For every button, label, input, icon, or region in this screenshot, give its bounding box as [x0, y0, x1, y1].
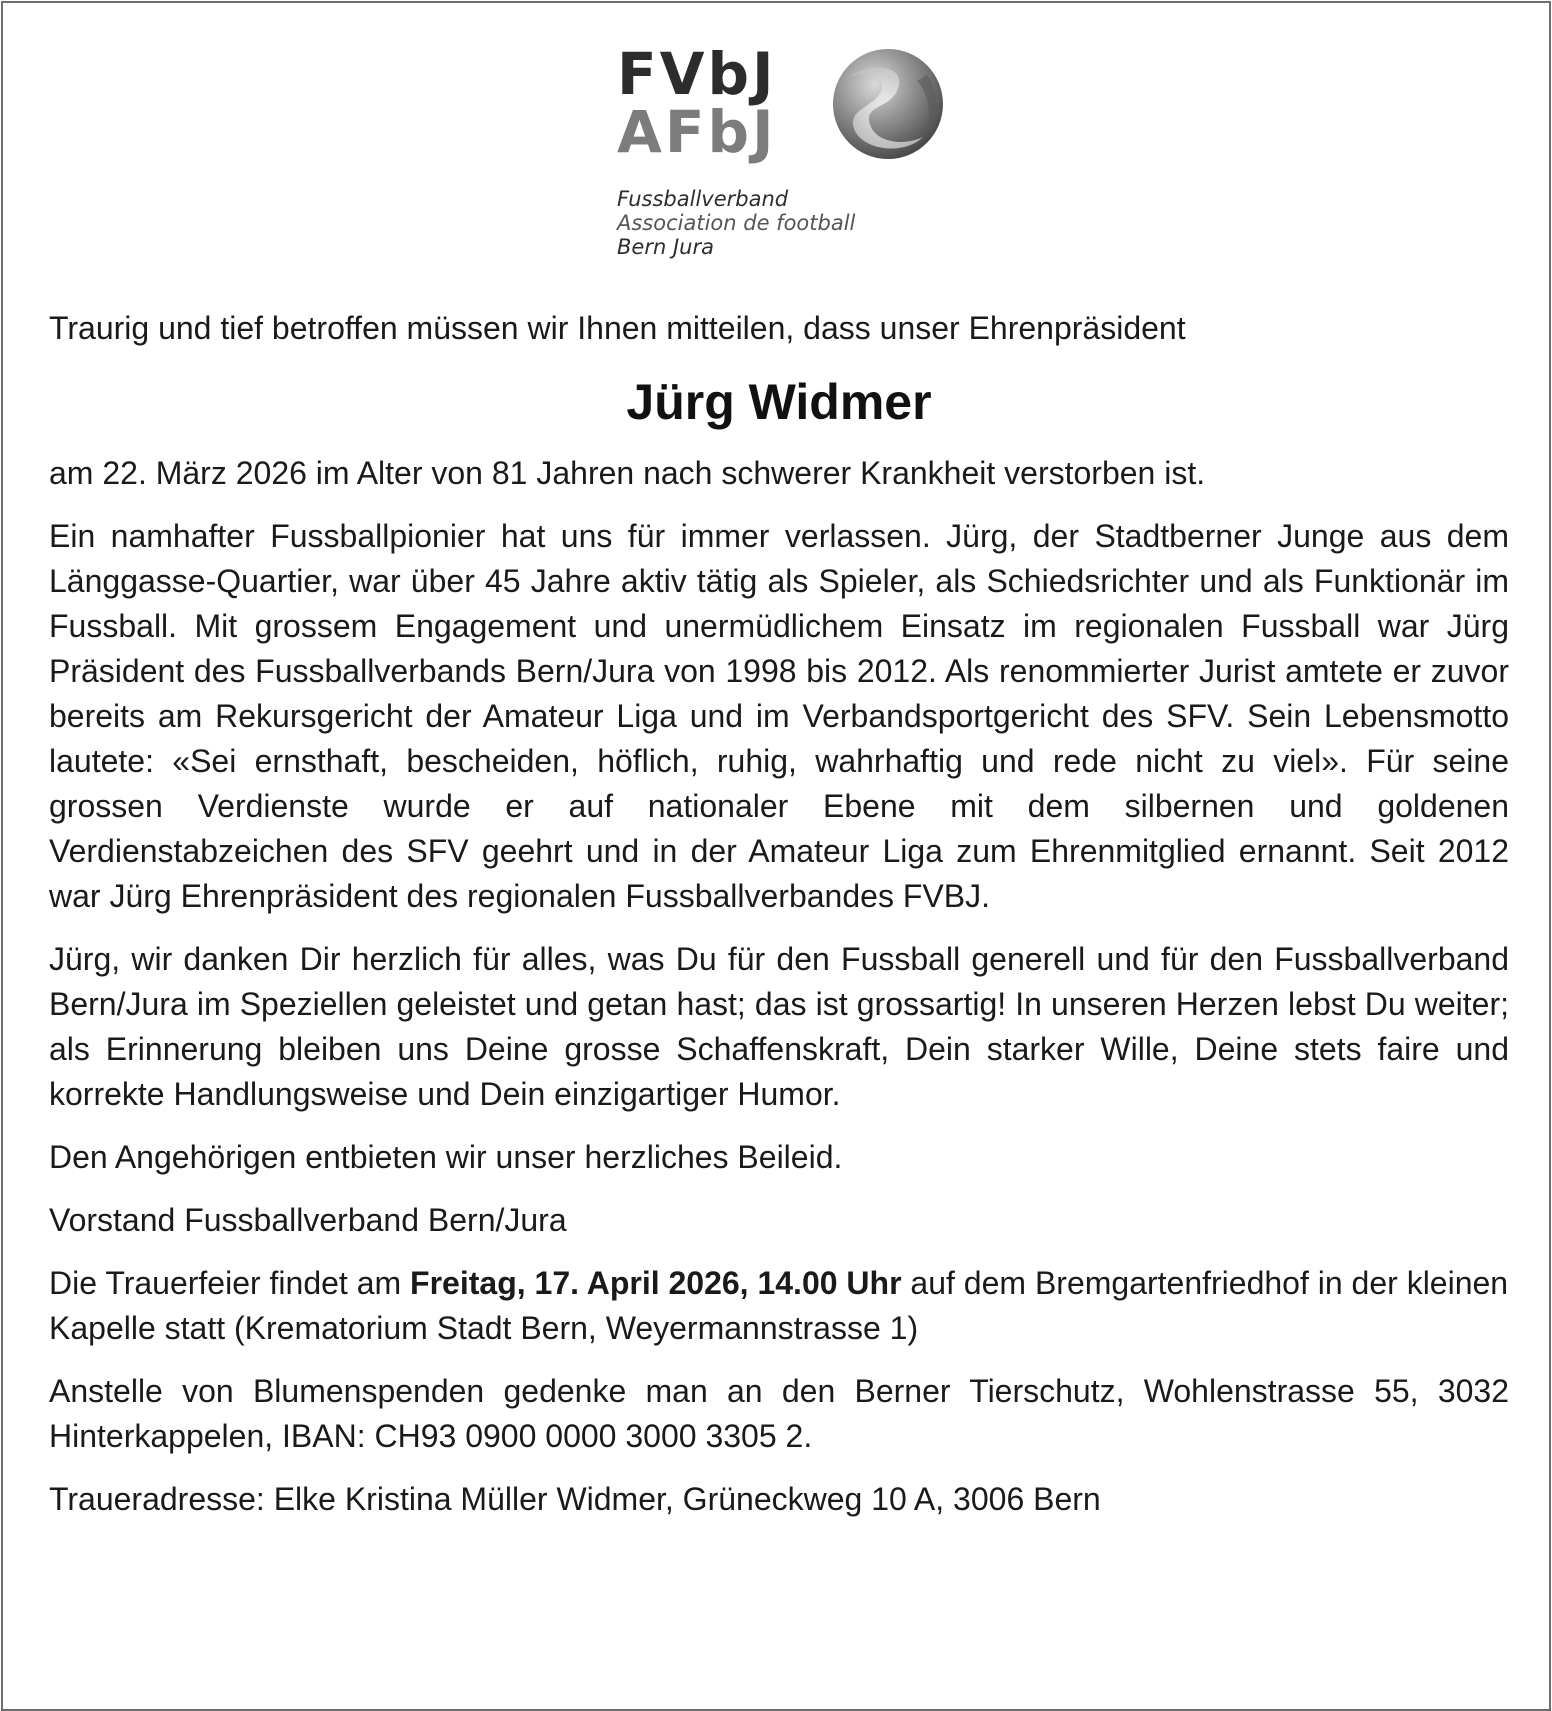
logo-region: Bern Jura [617, 235, 714, 259]
logo-line-afbj: AFbJ [617, 98, 777, 166]
notice-body [49, 306, 1509, 1522]
fvbj-logo [607, 40, 947, 270]
condolence-line: Den Angehörigen entbieten wir unser herzliches Beileid. [49, 1139, 843, 1175]
intro-text: Traurig und tief betroffen müssen wir Ihnen mitteilen, dass unser Ehrenpräsident [49, 310, 1186, 346]
notice-frame [1, 1, 1551, 1711]
signature-line: Vorstand Fussballverband Bern/Jura [49, 1202, 567, 1238]
funeral-paragraph [49, 1261, 1509, 1351]
funeral-suffix: auf dem Bremgartenfriedhof in der kleinen Kapelle statt (Krematorium Stadt Bern, Weyermannstrasse 1) [49, 1265, 1509, 1346]
logo-name-fr: Association de football [617, 211, 856, 235]
logo-name-de: Fussballverband [617, 187, 789, 211]
death-line: am 22. März 2026 im Alter von 81 Jahren nach schwerer Krankheit verstorben ist. [49, 455, 1206, 491]
logo-text [617, 187, 855, 259]
deceased-name: Jürg Widmer [626, 374, 932, 430]
donation-paragraph: Anstelle von Blumenspenden gedenke man an den Berner Tierschutz, Wohlenstrasse 55, 3032 Hinterkappelen, IBAN: CH93 0900 0000 3000 3305 2. [49, 1373, 1509, 1454]
logo-letters [607, 40, 807, 166]
logo-line-fvbj: FVbJ [617, 40, 777, 108]
biography-paragraph: Ein namhafter Fussballpionier hat uns für immer verlassen. Jürg, der Stadtberner Junge aus dem Länggasse-Quartier, war über 45 Jahre aktiv tätig als Spieler, als Schiedsrichter und als Funktionär im Fussball. Mit grossem Engagement und unermüdlichem Einsatz im regionalen Fussball war Jürg Präsident des Fussballverbands Bern/Jura von 1998 bis 2012. Als renommierter Jurist amtete er zuvor bereits am Rekursgericht der Amateur Liga und im Verbandsportgericht des SFV. Sein Lebensmotto lautete: «Sei ernsthaft, bescheiden, höflich, ruhig, wahrhaftig und rede nicht zu viel». Für seine grossen Verdienste wurde er auf nationaler Ebene mit dem silbernen und goldenen Verdienstabzeichen des SFV geehrt und in der Amateur Liga zum Ehrenmitglied ernannt. Seit 2012 war Jürg Ehrenpräsident des regionalen Fussballverbandes FVBJ. [49, 518, 1509, 914]
funeral-datetime: Freitag, 17. April 2026, 14.00 Uhr [410, 1265, 902, 1301]
funeral-prefix: Die Trauerfeier findet am [49, 1265, 411, 1301]
tribute-paragraph: Jürg, wir danken Dir herzlich für alles, was Du für den Fussball generell und für den Fussballverband Bern/Jura im Speziellen geleistet und getan hast; das ist grossartig! In unseren Herzen lebst Du weiter; als Erinnerung bleiben uns Deine grosse Schaffenskraft, Dein starker Wille, Deine stets faire und korrekte Handlungsweise und Dein einzigartiger Humor. [49, 941, 1509, 1112]
football-icon [831, 47, 945, 161]
mourning-address: Traueradresse: Elke Kristina Müller Widmer, Grüneckweg 10 A, 3006 Bern [49, 1481, 1101, 1517]
